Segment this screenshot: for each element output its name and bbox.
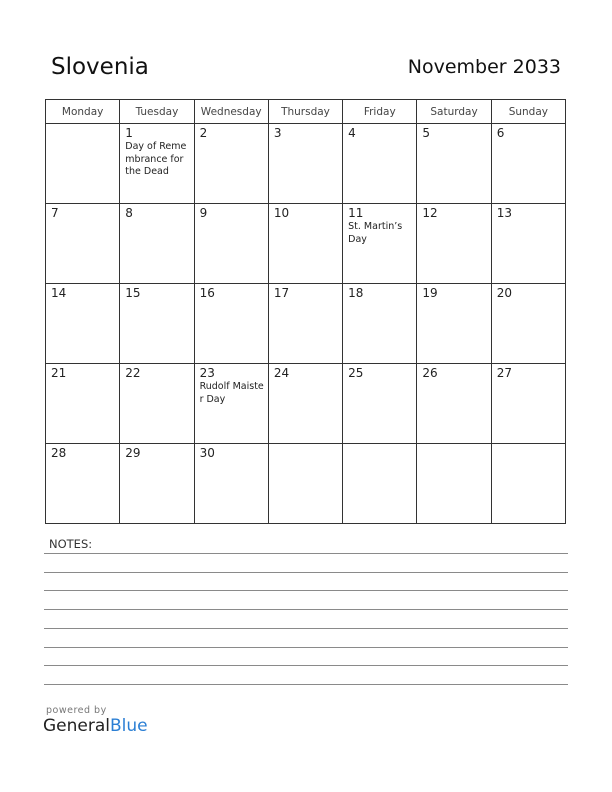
day-number: 4 — [348, 126, 356, 140]
day-cell — [343, 124, 417, 204]
day-number: 17 — [273, 286, 290, 300]
holiday-label: Day of Remembrance for the Dead — [125, 141, 187, 177]
week-row — [46, 364, 566, 444]
calendar-grid — [45, 99, 566, 524]
day-cell — [46, 124, 120, 204]
note-line — [44, 628, 568, 629]
day-number: 6 — [496, 126, 505, 140]
day-number: 5 — [422, 126, 431, 140]
weekday-header: Sunday — [491, 100, 565, 124]
day-cell — [194, 364, 268, 444]
day-cell — [343, 444, 417, 524]
weekday-header: Friday — [343, 100, 417, 124]
day-cell — [194, 444, 268, 524]
day-cell — [491, 284, 565, 364]
note-line — [44, 684, 568, 685]
day-cell — [417, 444, 491, 524]
day-cell — [120, 204, 194, 284]
day-number: 13 — [496, 206, 512, 220]
day-cell — [268, 124, 342, 204]
day-cell — [268, 364, 342, 444]
weekday-header: Monday — [46, 100, 120, 124]
day-number: 12 — [422, 206, 438, 220]
day-number: 1 — [125, 126, 133, 140]
day-cell — [417, 124, 491, 204]
day-cell — [491, 444, 565, 524]
day-cell — [491, 124, 565, 204]
day-number: 11 — [348, 206, 364, 220]
weekday-header-row — [46, 100, 566, 124]
day-cell — [417, 204, 491, 284]
day-number: 27 — [496, 366, 512, 380]
notes-label: NOTES: — [49, 537, 93, 551]
day-cell — [343, 284, 417, 364]
note-line — [44, 609, 568, 610]
day-cell — [268, 284, 342, 364]
day-cell — [46, 364, 120, 444]
week-row — [46, 444, 566, 524]
day-cell — [343, 204, 417, 284]
day-number: 15 — [125, 286, 141, 300]
day-cell — [120, 284, 194, 364]
day-cell — [120, 124, 194, 204]
brand-name-part1: General — [43, 716, 110, 736]
day-cell — [46, 444, 120, 524]
weekday-header: Thursday — [268, 100, 342, 124]
weekday-header: Saturday — [417, 100, 491, 124]
day-number: 8 — [125, 206, 133, 220]
day-number: 26 — [422, 366, 438, 380]
day-number: 2 — [199, 126, 208, 140]
note-line — [44, 665, 568, 666]
day-number: 9 — [199, 206, 208, 220]
day-cell — [343, 364, 417, 444]
day-number: 24 — [273, 366, 290, 380]
day-cell — [194, 204, 268, 284]
day-number: 28 — [51, 446, 67, 460]
day-cell — [46, 204, 120, 284]
brand-logo — [43, 716, 148, 736]
powered-by-text: powered by — [46, 705, 107, 716]
note-line — [44, 647, 568, 648]
holiday-label: St. Martin’s Day — [348, 221, 403, 245]
day-number: 10 — [273, 206, 290, 220]
week-row — [46, 204, 566, 284]
month-year-title: November 2033 — [407, 56, 561, 78]
day-cell — [268, 204, 342, 284]
day-cell — [491, 204, 565, 284]
day-number: 7 — [51, 206, 59, 220]
country-title: Slovenia — [51, 54, 149, 80]
day-number: 21 — [51, 366, 67, 380]
note-line — [44, 590, 568, 591]
day-cell — [120, 444, 194, 524]
brand-name-part2: Blue — [110, 716, 148, 736]
day-cell — [491, 364, 565, 444]
day-number: 23 — [199, 366, 215, 380]
week-row — [46, 284, 566, 364]
day-number: 25 — [348, 366, 364, 380]
note-line — [44, 572, 568, 573]
weekday-header: Wednesday — [194, 100, 268, 124]
day-number: 20 — [496, 286, 512, 300]
day-cell — [120, 364, 194, 444]
day-number: 30 — [199, 446, 215, 460]
day-number: 19 — [422, 286, 438, 300]
day-number: 16 — [199, 286, 215, 300]
day-number: 18 — [348, 286, 364, 300]
day-cell — [417, 364, 491, 444]
day-number: 22 — [125, 366, 141, 380]
day-cell — [417, 284, 491, 364]
holiday-label: Rudolf Maister Day — [199, 381, 264, 405]
day-cell — [46, 284, 120, 364]
day-cell — [194, 284, 268, 364]
day-number: 29 — [125, 446, 141, 460]
day-number: 14 — [51, 286, 67, 300]
week-row — [46, 124, 566, 204]
day-number: 3 — [273, 126, 282, 140]
weekday-header: Tuesday — [120, 100, 194, 124]
day-cell — [268, 444, 342, 524]
note-line — [44, 553, 568, 554]
day-cell — [194, 124, 268, 204]
